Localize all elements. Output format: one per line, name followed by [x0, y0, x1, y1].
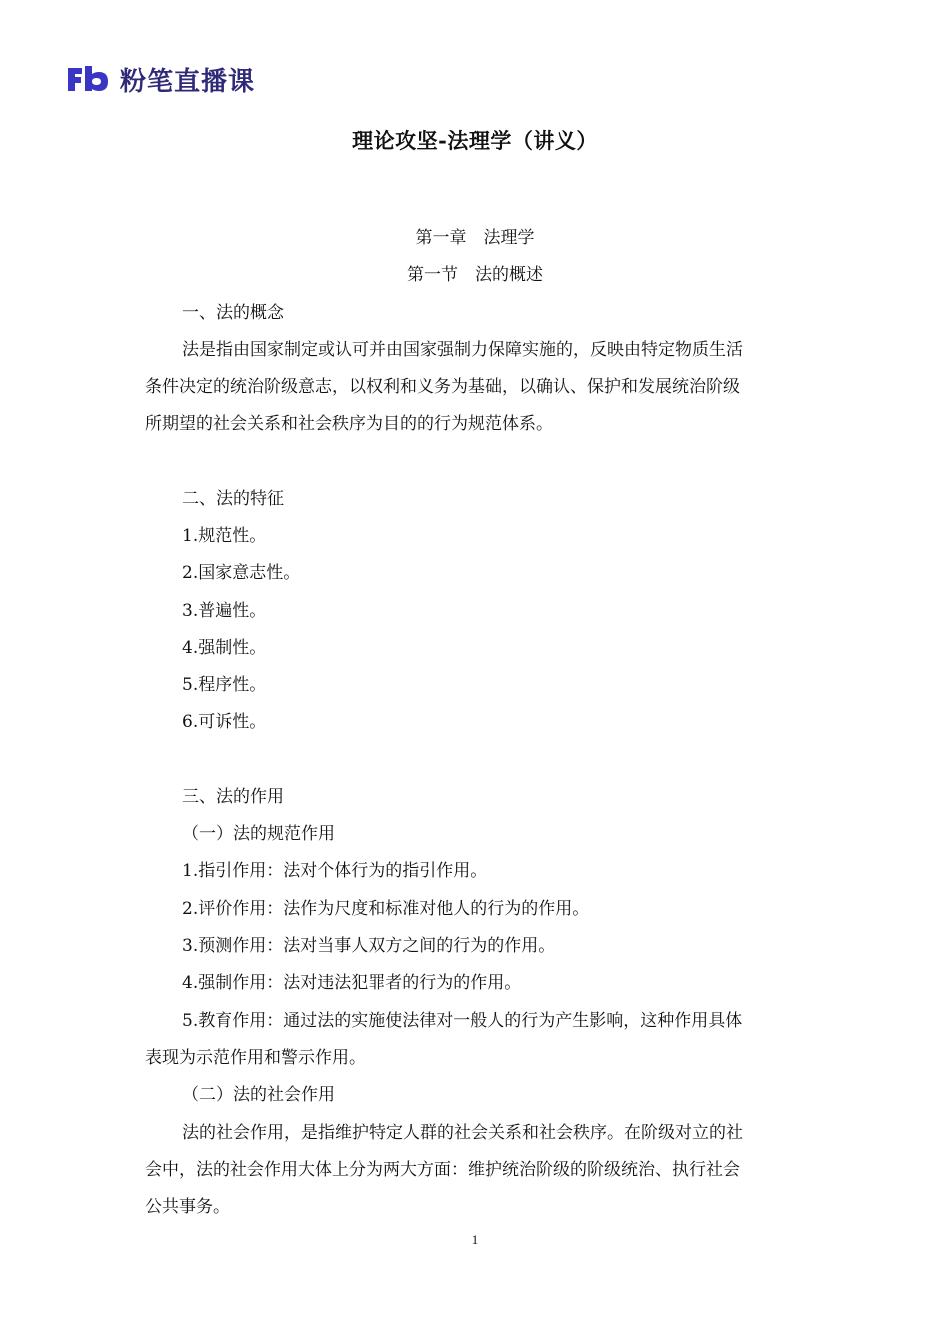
heading-concept: 一、法的概念 [182, 303, 284, 323]
brand-name: 粉笔直播课 [120, 66, 256, 97]
list-item: 3.预测作用：法对当事人双方之间的行为的作用。 [182, 936, 556, 956]
list-item: 2.评价作用：法作为尺度和标准对他人的行为的作用。 [182, 899, 590, 919]
list-item: 1.指引作用：法对个体行为的指引作用。 [182, 861, 488, 881]
subheading: （一）法的规范作用 [182, 824, 335, 844]
paragraph-line: 所期望的社会关系和社会秩序为目的的行为规范体系。 [145, 414, 553, 434]
brand-logo [66, 62, 255, 96]
fb-logo-icon [66, 64, 110, 94]
list-item: 5.程序性。 [182, 675, 267, 695]
list-item: 1.规范性。 [182, 526, 267, 546]
heading-features: 二、法的特征 [182, 489, 284, 509]
list-item: 4.强制作用：法对违法犯罪者的行为的作用。 [182, 973, 522, 993]
list-item: 2.国家意志性。 [182, 563, 301, 583]
paragraph-line: 法是指由国家制定或认可并由国家强制力保障实施的，反映由特定物质生活 [182, 340, 743, 360]
paragraph-line: 公共事务。 [145, 1197, 230, 1217]
list-item: 3.普遍性。 [182, 601, 267, 621]
heading-functions: 三、法的作用 [182, 787, 284, 807]
list-item: 4.强制性。 [182, 638, 267, 658]
list-item: 5.教育作用：通过法的实施使法律对一般人的行为产生影响，这种作用具体 [182, 1011, 743, 1031]
chapter-heading: 第一章 法理学 [415, 228, 535, 248]
document-title: 理论攻坚-法理学（讲义） [352, 128, 598, 153]
paragraph-line: 会中，法的社会作用大体上分为两大方面：维护统治阶级的阶级统治、执行社会 [145, 1160, 740, 1180]
page-number: 1 [471, 1232, 479, 1247]
section-heading: 第一节 法的概述 [407, 265, 543, 285]
paragraph-line: 条件决定的统治阶级意志，以权利和义务为基础，以确认、保护和发展统治阶级 [145, 377, 740, 397]
subheading: （二）法的社会作用 [182, 1085, 335, 1105]
paragraph-line: 法的社会作用，是指维护特定人群的社会关系和社会秩序。在阶级对立的社 [182, 1123, 743, 1143]
list-item: 6.可诉性。 [182, 712, 267, 732]
paragraph-line: 表现为示范作用和警示作用。 [145, 1048, 366, 1068]
